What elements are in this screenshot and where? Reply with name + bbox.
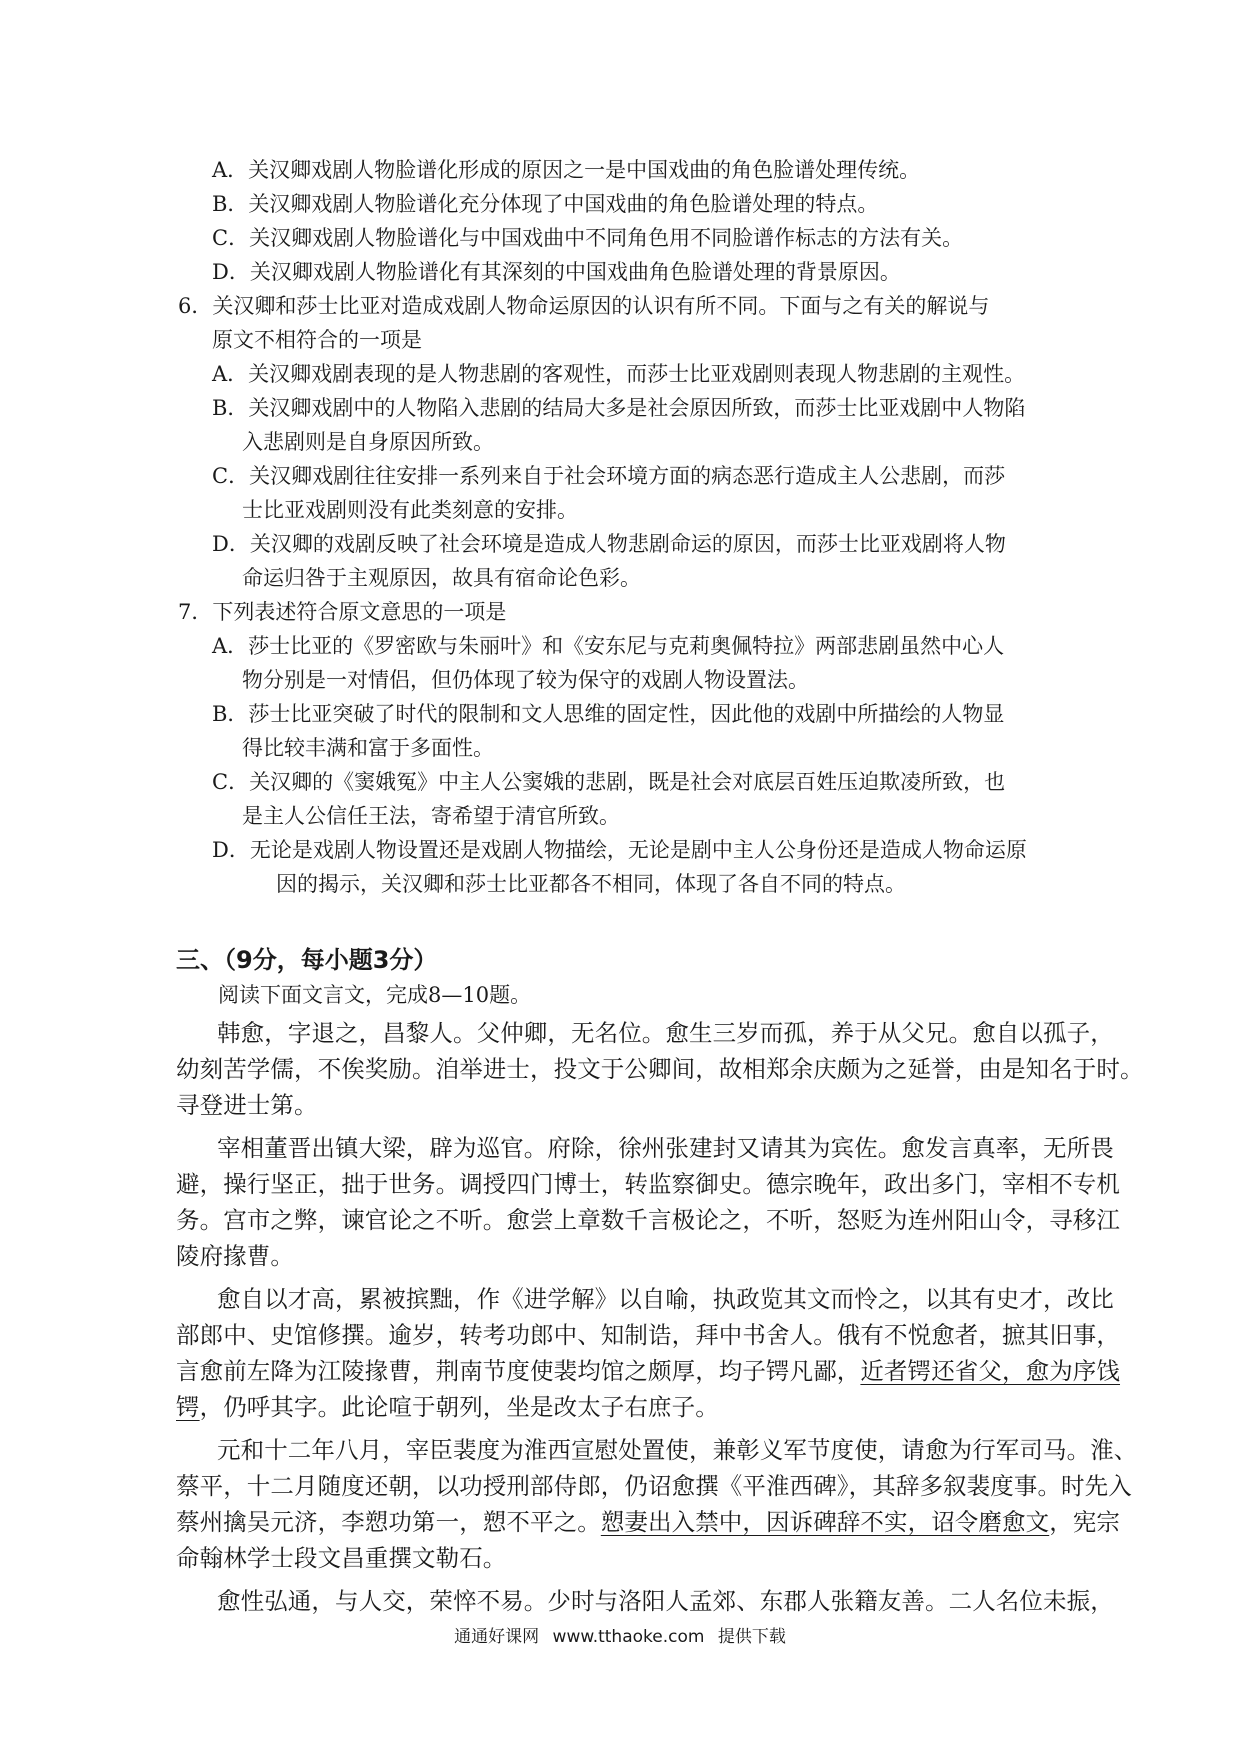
footer-site-name: 通通好课网: [454, 1627, 540, 1647]
passage-p3-line3: [176, 1354, 1120, 1388]
q6-option-d-line2: 命运归咎于主观原因，故具有宿命论色彩。: [242, 566, 641, 590]
q6-option-c-line1: C．关汉卿戏剧往往安排一系列来自于社会环境方面的病态恶行造成主人公悲剧，而莎: [212, 464, 1006, 488]
underlined-sentence-2: 愬妻出入禁中，因诉碑辞不实，诏令磨愈文: [600, 1508, 1050, 1536]
q7-option-a-line2: 物分别是一对情侣，但仍体现了较为保守的戏剧人物设置法。: [242, 668, 809, 692]
passage-p4-line2: 蔡平，十二月随度还朝，以功授刑部侍郎，仍诏愈撰《平淮西碑》，其辞多叙裴度事。时先入: [176, 1472, 1132, 1500]
underlined-sentence-1: 近者锷还省父，愈为序饯: [860, 1357, 1121, 1385]
q7-option-c-line1: C．关汉卿的《窦娥冤》中主人公窦娥的悲剧，既是社会对底层百姓压迫欺凌所致，也: [212, 770, 1006, 794]
q6-stem-line1: 6．关汉卿和莎士比亚对造成戏剧人物命运原因的认识有所不同。下面与之有关的解说与: [178, 294, 990, 318]
passage-p3-line3-text: 言愈前左降为江陵掾曹，荆南节度使裴均馆之颇厚，均子锷凡鄙，: [176, 1357, 861, 1385]
q7-option-a-line1: A．莎士比亚的《罗密欧与朱丽叶》和《安东尼与克莉奥佩特拉》两部悲剧虽然中心人: [212, 634, 1005, 658]
q7-option-b-line2: 得比较丰满和富于多面性。: [242, 736, 494, 760]
q5-option-a: A．关汉卿戏剧人物脸谱化形成的原因之一是中国戏曲的角色脸谱处理传统。: [212, 158, 921, 182]
passage-p3-line4: [176, 1390, 719, 1424]
passage-p3-line1: 愈自以才高，累被摈黜，作《进学解》以自喻，执政览其文而怜之，以其有史才，改比: [217, 1285, 1114, 1313]
q7-stem: 7．下列表述符合原文意思的一项是: [178, 600, 507, 624]
passage-p3-line4-text: ，仍呼其字。此论喧于朝列，坐是改太子右庶子。: [199, 1393, 719, 1421]
passage-p2-line2: 避，操行坚正，拙于世务。调授四门博士，转监察御史。德宗晚年，政出多门，宰相不专机: [176, 1170, 1120, 1198]
passage-p1-line2: 幼刻苦学儒，不俟奖励。洎举进士，投文于公卿间，故相郑余庆颇为之延誉，由是知名于时。: [176, 1055, 1144, 1083]
q7-option-d-line1: D．无论是戏剧人物设置还是戏剧人物描绘，无论是剧中主人公身份还是造成人物命运原: [212, 838, 1027, 862]
passage-p4-line3-tail: ，宪宗: [1049, 1508, 1121, 1536]
footer-url: www.tthaoke.com: [552, 1627, 705, 1647]
q6-option-d-line1: D．关汉卿的戏剧反映了社会环境是造成人物悲剧命运的原因，而莎士比亚戏剧将人物: [212, 532, 1006, 556]
q5-option-c: C．关汉卿戏剧人物脸谱化与中国戏曲中不同角色用不同脸谱作标志的方法有关。: [212, 226, 964, 250]
passage-p2-line1: 宰相董晋出镇大梁，辟为巡官。府除，徐州张建封又请其为宾佐。愈发言真率，无所畏: [217, 1134, 1114, 1162]
q6-stem-line2: 原文不相符合的一项是: [212, 328, 422, 352]
passage-p4-line3-text: 蔡州擒吴元济，李愬功第一，愬不平之。: [176, 1508, 601, 1536]
underlined-sentence-1-end: 锷: [176, 1393, 200, 1421]
q7-option-d-line2: 因的揭示，关汉卿和莎士比亚都各不相同，体现了各自不同的特点。: [276, 872, 906, 896]
q6-option-b-line2: 入悲剧则是自身原因所致。: [242, 430, 494, 454]
section-heading: 三、（9分，每小题3分）: [176, 946, 438, 974]
q6-option-a: A．关汉卿戏剧表现的是人物悲剧的客观性，而莎士比亚戏剧则表现人物悲剧的主观性。: [212, 362, 1026, 386]
passage-p4-line1: 元和十二年八月，宰臣裴度为淮西宣慰处置使，兼彰义军节度使，请愈为行军司马。淮、: [217, 1436, 1138, 1464]
q5-option-d: D．关汉卿戏剧人物脸谱化有其深刻的中国戏曲角色脸谱处理的背景原因。: [212, 260, 901, 284]
passage-p2-line3: 务。宫市之弊，谏官论之不听。愈尝上章数千言极论之，不听，怒贬为连州阳山令，寻移江: [176, 1206, 1120, 1234]
passage-p1-line1: 韩愈，字退之，昌黎人。父仲卿，无名位。愈生三岁而孤，养于从父兄。愈自以孤子，: [217, 1019, 1114, 1047]
passage-p4-line4: 命翰林学士段文昌重撰文勒石。: [176, 1544, 507, 1572]
passage-p1-line3: 寻登进士第。: [176, 1091, 318, 1119]
passage-p3-line2: 部郎中、史馆修撰。逾岁，转考功郎中、知制诰，拜中书舍人。俄有不悦愈者，摭其旧事，: [176, 1321, 1120, 1349]
q7-option-b-line1: B．莎士比亚突破了时代的限制和文人思维的固定性，因此他的戏剧中所描绘的人物显: [212, 702, 1005, 726]
q6-option-c-line2: 士比亚戏剧则没有此类刻意的安排。: [242, 498, 578, 522]
footer-suffix: 提供下载: [717, 1627, 786, 1647]
q5-option-b: B．关汉卿戏剧人物脸谱化充分体现了中国戏曲的角色脸谱处理的特点。: [212, 192, 879, 216]
passage-p5-line1: 愈性弘通，与人交，荣悴不易。少时与洛阳人孟郊、东郡人张籍友善。二人名位未振，: [217, 1587, 1114, 1615]
q7-option-c-line2: 是主人公信任王法，寄希望于清官所致。: [242, 804, 620, 828]
q6-option-b-line1: B．关汉卿戏剧中的人物陷入悲剧的结局大多是社会原因所致，而莎士比亚戏剧中人物陷: [212, 396, 1026, 420]
passage-p2-line4: 陵府掾曹。: [176, 1242, 294, 1270]
page-footer: [0, 1622, 1240, 1647]
passage-p4-line3: [176, 1505, 1120, 1539]
section-instruction: 阅读下面文言文，完成8—10题。: [218, 983, 532, 1007]
